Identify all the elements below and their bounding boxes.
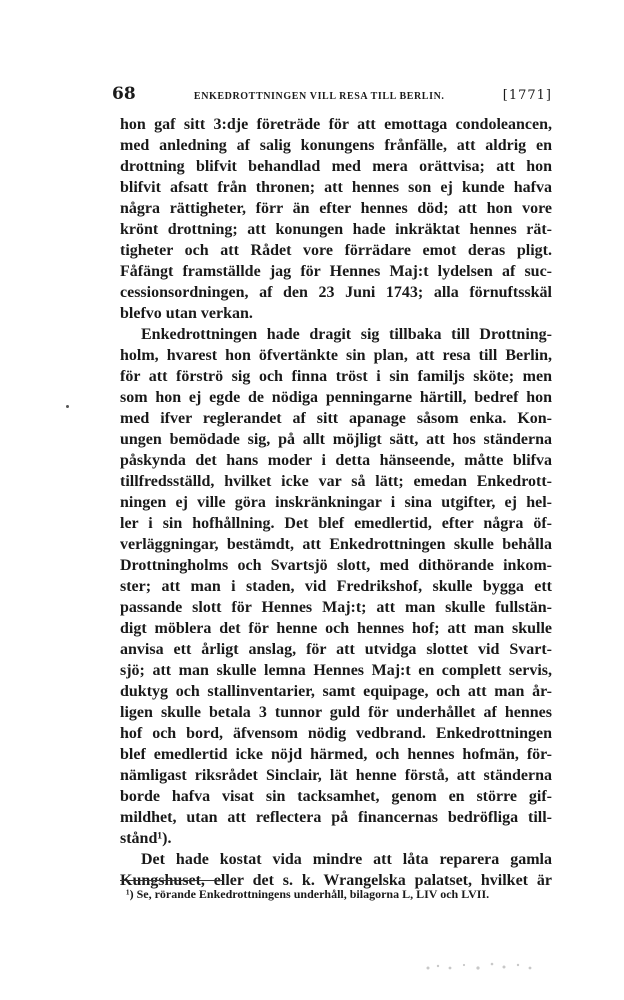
body-text [120,114,552,891]
margin-mark [66,405,69,408]
text-line: tillfredsställd, hvilket icke var så lätt; emedan Enkedrott- [120,473,552,490]
text-line: digt möblera det för henne och hennes hof; att man skulle [120,620,552,637]
text-line: ningen ej ville göra inskränkningar i sina utgifter, ej hel- [120,494,552,511]
text-line: stånd¹). [120,830,172,847]
text-line: ungen bemödade sig, på allt möjligt sätt, att hos ständerna [120,431,552,448]
text-line: Drottningholms och Svartsjö slott, med dithörande inkom- [120,557,552,574]
text-line: passande slott för Hennes Maj:t; att man skulle fullstän- [120,599,552,616]
text-line: ligen skulle betala 3 tunnor guld för underhållet af hennes [120,704,552,721]
text-line: mildhet, utan att reflectera på financernas bedröfliga till- [120,809,552,826]
text-line: blefvo utan verkan. [120,305,253,322]
text-line: med ifver reglerandet af sitt apanage såsom enka. Kon- [120,410,552,427]
text-line: blifvit afsatt från thronen; att hennes son ej kunde hafva [120,179,552,196]
page-header [112,84,552,108]
text-line: Kungshuset, eller det s. k. Wrangelska palatset, hvilket är [120,872,552,889]
text-line: verläggningar, bestämdt, att Enkedrottningen skulle behålla [120,536,552,553]
footnote-rule [120,880,224,881]
text-line: ster; att man i staden, vid Fredrikshof, skulle bygga ett [120,578,552,595]
paragraph-start: Enkedrottningen hade dragit sig tillbaka till Drottning- [141,326,552,343]
paragraph-start: Det hade kostat vida mindre att låta reparera gamla [141,851,552,868]
text-line: med anledning af salig konungens frånfälle, att aldrig en [120,137,552,154]
text-line: krönt drottning; att konungen hade inkräktat hennes rät- [120,221,552,238]
text-line: blef emedlertid icke nöjd härmed, och hennes hofmän, för- [120,746,552,763]
header-year: [1771] [502,88,552,103]
text-line: som hon ej egde de nödiga penningarne härtill, bedref hon [120,389,552,406]
text-line: för att förströ sig och finna tröst i sin familjs sköte; men [120,368,552,385]
text-line: duktyg och stallinventarier, samt equipage, och att man år- [120,683,552,700]
text-line: nämligast riksrådet Sinclair, lät henne förstå, att ständerna [120,767,552,784]
text-line: drottning blifvit behandlad med mera orättvisa; att hon [120,158,552,175]
footnote: ¹) Se, rörande Enkedrottningens underhåll, bilagorna L, LIV och LVII. [126,887,490,901]
text-line: några rättigheter, förr än efter hennes död; att hon vore [120,200,552,217]
text-line: ler i sin hofhållning. Det blef emedlertid, efter några öf- [120,515,552,532]
page-number: 68 [112,84,136,104]
text-line: anvisa ett årligt anslag, för att utvidga slottet vid Svart- [120,641,552,658]
text-line: borde hafva visat sin tacksamhet, genom en större gif- [120,788,552,805]
text-line: Fåfängt framställde jag för Hennes Maj:t lydelsen af suc- [120,263,552,280]
text-line: tigheter och att Rådet vore förrädare emot deras pligt. [120,242,552,259]
running-title: ENKEDROTTNINGEN VILL RESA TILL BERLIN. [193,91,445,102]
text-line: sjö; att man skulle lemna Hennes Maj:t en complett servis, [120,662,552,679]
library-stamp-image [420,956,540,976]
text-line: cessionsordningen, af den 23 Juni 1743; alla förnuftsskäl [120,284,552,301]
text-line: holm, hvarest hon öfvertänkte sin plan, att resa till Berlin, [120,347,552,364]
text-line: påskynda det hans moder i detta hänseende, måtte blifva [120,452,552,469]
text-line: hof och bord, äfvensom nödig vedbrand. Enkedrottningen [120,725,552,742]
text-line: hon gaf sitt 3:dje företräde för att emottaga condoleancen, [120,116,552,133]
